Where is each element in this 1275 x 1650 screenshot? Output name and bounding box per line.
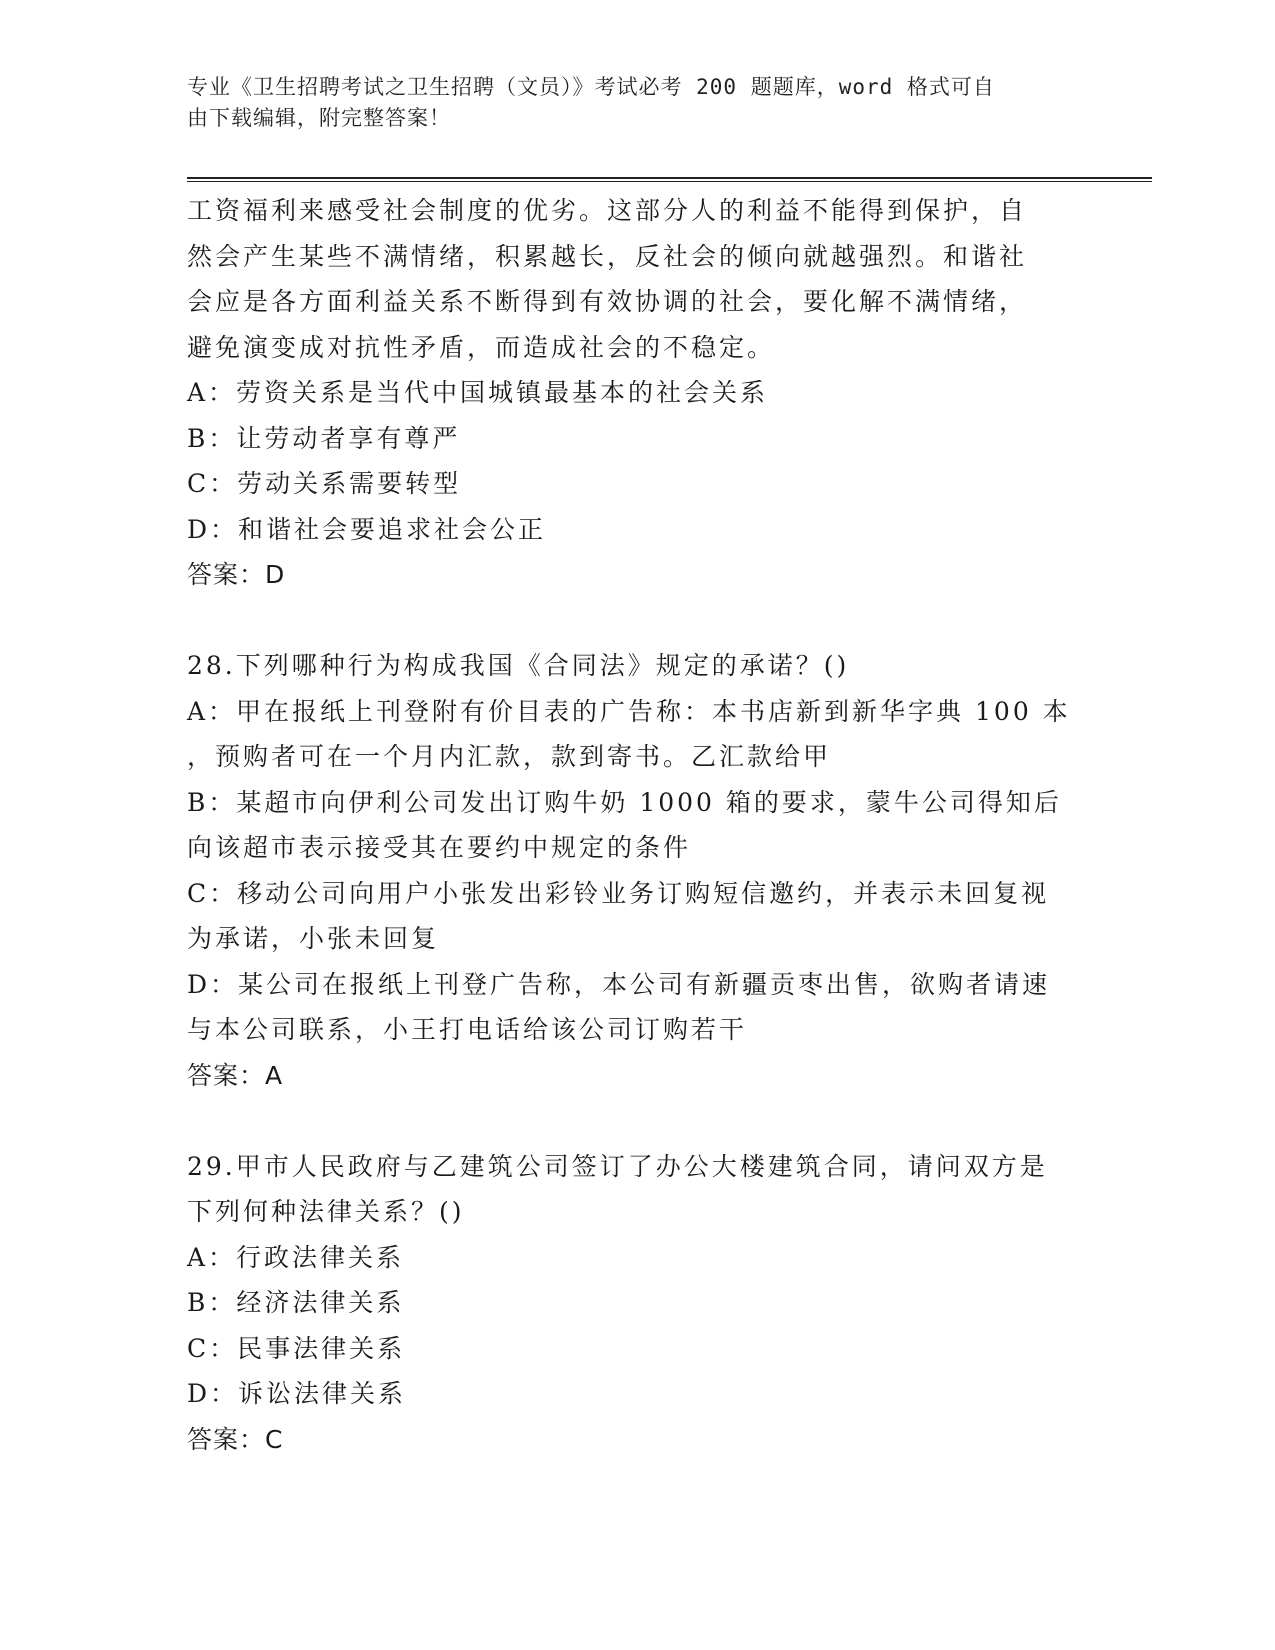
question-stem: 28.下列哪种行为构成我国《合同法》规定的承诺？() [187,651,850,680]
answer-label: 答案：D [187,560,286,589]
document-header [187,72,1067,134]
question-spacer [187,598,1087,644]
option-d: D：诉讼法律关系 [187,1379,407,1408]
question-stem-continued: 下列何种法律关系？() [187,1197,465,1226]
question-stem: 29.甲市人民政府与乙建筑公司签订了办公大楼建筑合同，请问双方是 [187,1151,1048,1181]
option-c-continued: 为承诺，小张未回复 [187,924,440,953]
header-line-1: 专业《卫生招聘考试之卫生招聘（文员）》考试必考 200 题题库，word 格式可自 [187,75,995,99]
option-c: C：民事法律关系 [187,1333,406,1363]
paragraph-line: 避免演变成对抗性矛盾，而造成社会的不稳定。 [187,332,776,362]
option-b: B：让劳动者享有尊严 [187,423,461,453]
option-d: D：和谐社会要追求社会公正 [187,514,547,544]
option-d-continued: 与本公司联系，小王打电话给该公司订购若干 [187,1015,748,1044]
question-content [187,188,1087,1462]
answer-label: 答案：C [187,1424,284,1454]
option-d: D：某公司在报纸上刊登广告称，本公司有新疆贡枣出售，欲购者请速 [187,969,1051,999]
question-spacer [187,1098,1087,1144]
option-a: A：行政法律关系 [187,1242,405,1272]
option-c: C：移动公司向用户小张发出彩铃业务订购短信邀约，并表示未回复视 [187,878,1050,908]
header-divider-thick [187,177,1152,179]
question-29 [187,1144,1087,1463]
option-b-continued: 向该超市表示接受其在要约中规定的条件 [187,833,692,862]
option-a-continued: ，预购者可在一个月内汇款，款到寄书。乙汇款给甲 [187,742,832,771]
option-c: C：劳动关系需要转型 [187,469,462,498]
question-28 [187,643,1087,1098]
answer-label: 答案：A [187,1060,284,1090]
option-a: A：甲在报纸上刊登附有价目表的广告称：本书店新到新华字典 100 本 [187,696,1071,726]
option-b: B：某超市向伊利公司发出订购牛奶 1000 箱的要求，蒙牛公司得知后 [187,787,1062,817]
question-27-continuation [187,188,1087,598]
header-line-2: 由下载编辑，附完整答案！ [187,106,451,130]
header-divider-thin [187,181,1152,182]
option-a: A：劳资关系是当代中国城镇最基本的社会关系 [187,378,769,407]
paragraph-line: 会应是各方面利益关系不断得到有效协调的社会，要化解不满情绪， [187,287,1028,316]
paragraph-line: 工资福利来感受社会制度的优劣。这部分人的利益不能得到保护，自 [187,196,1028,225]
option-b: B：经济法律关系 [187,1288,405,1317]
paragraph-line: 然会产生某些不满情绪，积累越长，反社会的倾向就越强烈。和谐社 [187,241,1028,271]
